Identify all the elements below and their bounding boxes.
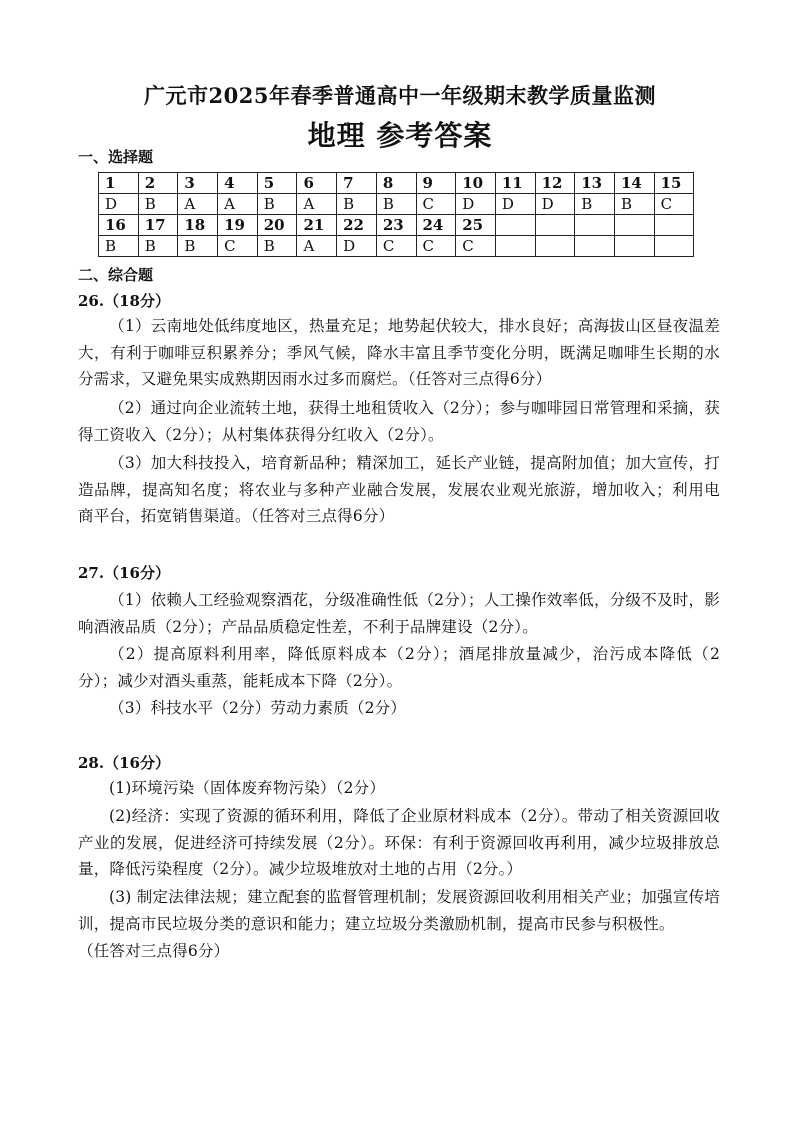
question-number-cell: 23 (376, 215, 416, 236)
question-number-cell: 12 (535, 173, 575, 194)
answer-cell (535, 236, 575, 257)
answer-key-subtitle: 地理 参考答案 (307, 119, 493, 152)
question-number-cell: 1 (99, 173, 139, 194)
question-number-cell: 11 (495, 173, 535, 194)
question-number-cell: 18 (178, 215, 218, 236)
answer-cell: B (178, 236, 218, 257)
answer-cell: A (297, 194, 337, 215)
answer-cell: B (138, 194, 178, 215)
question-number-cell: 22 (337, 215, 377, 236)
answer-cell: D (99, 194, 139, 215)
answer-cell: B (614, 194, 654, 215)
answer-cell: D (456, 194, 496, 215)
question-28-heading: 28.（16分） (78, 754, 170, 772)
question-number-cell: 14 (614, 173, 654, 194)
question-number-row (99, 215, 694, 236)
answer-cell: C (218, 236, 258, 257)
question-number-cell: 10 (456, 173, 496, 194)
answer-cell: B (138, 236, 178, 257)
question-27-part-2: （2）提高原料利用率，降低原料成本（2分）；酒尾排放量减少，治污成本降低（2分）；减少对酒头重蒸，能耗成本下降（2分）。 (78, 645, 720, 690)
section-comprehensive-heading: 二、综合题 (78, 266, 154, 284)
answer-cell: D (535, 194, 575, 215)
answer-cell: B (99, 236, 139, 257)
question-26-heading: 26.（18分） (78, 292, 170, 310)
answer-cell: A (218, 194, 258, 215)
answer-cell: B (575, 194, 615, 215)
question-number-cell: 17 (138, 215, 178, 236)
question-number-cell: 3 (178, 173, 218, 194)
question-number-cell (654, 215, 694, 236)
answer-cell: C (376, 236, 416, 257)
answer-cell: B (337, 194, 377, 215)
question-number-cell: 9 (416, 173, 456, 194)
multiple-choice-answer-table (98, 172, 694, 257)
question-number-cell: 21 (297, 215, 337, 236)
answer-cell: B (376, 194, 416, 215)
question-number-cell: 15 (654, 173, 694, 194)
question-number-cell: 24 (416, 215, 456, 236)
answer-row (99, 194, 694, 215)
question-number-cell: 7 (337, 173, 377, 194)
question-28-part-2: (2)经济：实现了资源的循环利用，降低了企业原材料成本（2分）。带动了相关资源回收产业的发展，促进经济可持续发展（2分）。环保：有利于资源回收再利用，减少垃圾排放总量，降低污染程度（2分）。减少垃圾堆放对土地的占用（2分。） (78, 807, 720, 878)
answer-cell: C (416, 236, 456, 257)
question-number-cell: 19 (218, 215, 258, 236)
question-number-cell: 8 (376, 173, 416, 194)
answer-cell (654, 236, 694, 257)
answer-cell: A (178, 194, 218, 215)
question-number-cell: 16 (99, 215, 139, 236)
question-26-part-2: （2）通过向企业流转土地，获得土地租赁收入（2分）；参与咖啡园日常管理和采摘，获得工资收入（2分）；从村集体获得分红收入（2分）。 (78, 399, 720, 444)
question-26-part-3: （3）加大科技投入，培育新品种；精深加工，延长产业链，提高附加值；加大宣传，打造品牌，提高知名度；将农业与多种产业融合发展，发展农业观光旅游，增加收入；利用电商平台，拓宽销售渠道。（任答对三点得6分） (78, 454, 720, 525)
answer-cell: C (654, 194, 694, 215)
answer-cell (575, 236, 615, 257)
question-number-cell: 20 (257, 215, 297, 236)
question-number-cell (575, 215, 615, 236)
question-27-heading: 27.（16分） (78, 564, 170, 582)
question-28-scoring-note: （任答对三点得6分） (78, 942, 230, 960)
question-number-cell: 6 (297, 173, 337, 194)
question-number-cell (495, 215, 535, 236)
question-number-cell: 13 (575, 173, 615, 194)
question-28-part-1: (1)环境污染（固体废弃物污染）（2分） (109, 779, 386, 797)
answer-cell: B (257, 236, 297, 257)
answer-cell: D (495, 194, 535, 215)
answer-cell: B (257, 194, 297, 215)
question-number-row (99, 173, 694, 194)
question-number-cell: 5 (257, 173, 297, 194)
question-28-part-3: (3) 制定法律法规；建立配套的监督管理机制；发展资源回收利用相关产业；加强宣传培训，提高市民垃圾分类的意识和能力；建立垃圾分类激励机制，提高市民参与积极性。 (78, 888, 720, 933)
question-27-part-3: （3）科技水平（2分）劳动力素质（2分） (109, 699, 407, 717)
answer-cell (614, 236, 654, 257)
question-number-cell: 2 (138, 173, 178, 194)
question-number-cell: 4 (218, 173, 258, 194)
section-multiple-choice-heading: 一、选择题 (78, 148, 154, 166)
answer-cell: D (337, 236, 377, 257)
answer-cell (495, 236, 535, 257)
question-number-cell (614, 215, 654, 236)
question-number-cell (535, 215, 575, 236)
answer-cell: C (456, 236, 496, 257)
question-number-cell: 25 (456, 215, 496, 236)
exam-title: 广元市2025年春季普通高中一年级期末教学质量监测 (144, 83, 656, 108)
question-27-part-1: （1）依赖人工经验观察酒花，分级准确性低（2分）；人工操作效率低，分级不及时，影响酒液品质（2分）；产品品质稳定性差，不利于品牌建设（2分）。 (78, 591, 720, 636)
answer-row (99, 236, 694, 257)
answer-cell: C (416, 194, 456, 215)
question-26-part-1: （1）云南地处低纬度地区，热量充足；地势起伏较大，排水良好；高海拔山区昼夜温差大，有利于咖啡豆积累养分；季风气候，降水丰富且季节变化分明，既满足咖啡生长期的水分需求，又避免果实成熟期因雨水过多而腐烂。（任答对三点得6分） (78, 317, 720, 388)
answer-cell: A (297, 236, 337, 257)
